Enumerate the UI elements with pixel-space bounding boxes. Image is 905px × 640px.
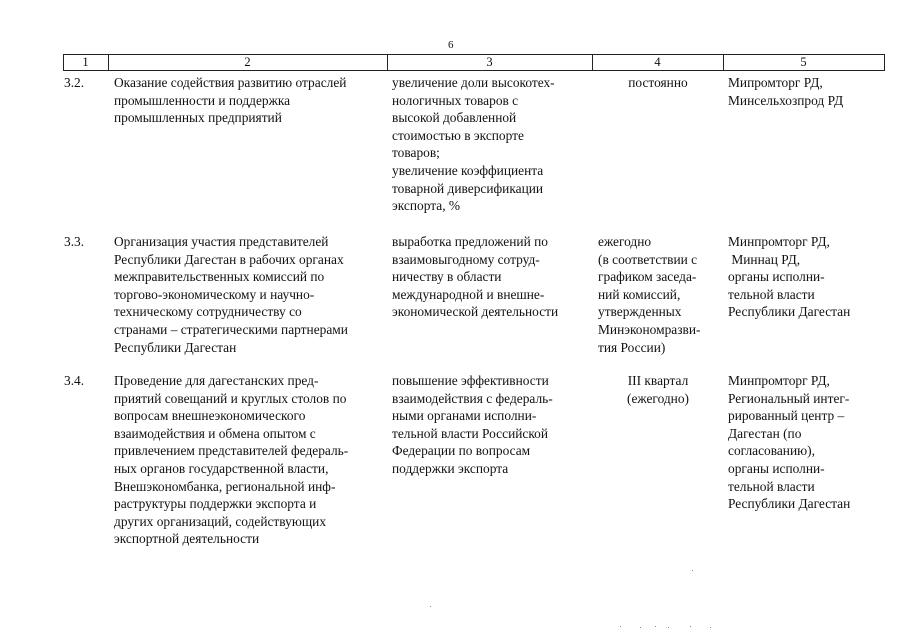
column-header-4: 4 [654, 55, 661, 69]
text-line: Внешэкономбанка, региональной инф- [114, 478, 336, 494]
text-line: рированный центр – [728, 408, 845, 424]
text-line: международной и внешне- [392, 286, 545, 302]
text-line: органы исполни- [728, 269, 825, 285]
text-line: тельной власти [728, 478, 815, 494]
deadline [598, 372, 718, 407]
text-line: взаимовыгодному сотруд- [392, 251, 540, 267]
text-line: органы исполни- [728, 460, 825, 476]
text-line: ных органов государственной власти, [114, 460, 329, 476]
text-line: промышленных предприятий [114, 110, 282, 126]
text-line: экспортной деятельности [114, 531, 260, 547]
text-line: Минсельхозпрод РД [728, 92, 844, 108]
text-line: постоянно [628, 75, 688, 90]
expected-result [392, 372, 586, 478]
text-line: стоимостью в экспорте [392, 127, 524, 143]
text-line: ными органами исполни- [392, 408, 537, 424]
scan-speck [655, 626, 656, 627]
scan-speck [690, 626, 691, 627]
text-line: раструктуры поддержки экспорта и [114, 496, 317, 512]
text-line: III квартал [627, 373, 689, 388]
text-line: увеличение коэффициента [392, 162, 544, 178]
text-line: высокой добавленной [392, 110, 517, 126]
deadline [598, 233, 718, 356]
row-number: 3.3. [64, 234, 85, 249]
text-line: увеличение доли высокотех- [392, 75, 555, 90]
text-line: (в соответствии с [598, 251, 698, 267]
text-line: Республики Дагестан в рабочих органах [114, 251, 344, 267]
expected-result [392, 74, 586, 215]
text-line: экономической деятельности [392, 304, 559, 320]
column-header-2: 2 [244, 55, 251, 69]
text-line: Региональный интег- [728, 390, 850, 406]
text-line: Федерации по вопросам [392, 443, 531, 459]
measure-description [114, 372, 383, 548]
responsible [728, 233, 878, 321]
text-line: странами – стратегическими партнерами [114, 321, 348, 337]
text-line: Проведение для дагестанских пред- [114, 373, 319, 388]
text-line: тельной власти Российской [392, 425, 549, 441]
text-line: графиком заседа- [598, 269, 697, 285]
scan-speck [710, 627, 711, 628]
text-line: взаимодействия с федераль- [392, 390, 553, 406]
text-line: экспорта, % [392, 198, 461, 214]
text-line: ничеству в области [392, 269, 502, 285]
scan-speck [668, 627, 669, 628]
column-header-3: 3 [486, 55, 493, 69]
column-divider [884, 54, 885, 70]
expected-result [392, 233, 586, 321]
text-line: Минпромторг РД, [728, 234, 830, 249]
text-line: торгово-экономическому и научно- [114, 286, 315, 302]
text-line: товарной диверсификации [392, 180, 544, 196]
text-line: приятий совещаний и круглых столов по [114, 390, 347, 406]
text-line: выработка предложений по [392, 234, 548, 249]
text-line: нологичных товаров с [392, 92, 519, 108]
text-line: повышение эффективности [392, 373, 549, 388]
text-line: Республики Дагестан [728, 496, 851, 512]
text-line: Республики Дагестан [114, 339, 237, 355]
column-header-1: 1 [82, 55, 89, 69]
text-line: Миннац РД, [728, 251, 801, 267]
text-line: Республики Дагестан [728, 304, 851, 320]
text-line: взаимодействия и обмена опытом с [114, 425, 316, 441]
row-number: 3.4. [64, 373, 85, 388]
text-line: Оказание содействия развитию отраслей [114, 75, 347, 90]
text-line: утвержденных [598, 304, 682, 320]
column-header-5: 5 [800, 55, 807, 69]
measure-description [114, 74, 383, 127]
scan-speck [640, 627, 641, 628]
text-line: Минэкономразви- [598, 321, 701, 337]
text-line: поддержки экспорта [392, 460, 509, 476]
text-line: вопросам внешнеэкономического [114, 408, 306, 424]
scan-speck [620, 626, 621, 627]
text-line: тельной власти [728, 286, 815, 302]
row-number: 3.2. [64, 75, 85, 90]
scan-speck [430, 606, 431, 607]
text-line: ний комиссий, [598, 286, 681, 302]
measure-description [114, 233, 383, 356]
text-line: привлечением представителей федераль- [114, 443, 349, 459]
responsible [728, 372, 878, 513]
responsible [728, 74, 878, 109]
page-number: 6 [448, 39, 454, 51]
text-line: товаров; [392, 145, 440, 161]
text-line: (ежегодно) [626, 390, 690, 406]
text-line: других организаций, содействующих [114, 513, 327, 529]
text-line: межправительственных комиссий по [114, 269, 325, 285]
text-line: Мипромторг РД, [728, 75, 823, 90]
text-line: промышленности и поддержка [114, 92, 291, 108]
text-line: Дагестан (по [728, 425, 802, 441]
header-bottom-border [63, 70, 885, 71]
text-line: тия России) [598, 339, 666, 355]
text-line: техническому сотрудничеству со [114, 304, 302, 320]
text-line: Организация участия представителей [114, 234, 329, 249]
text-line: Минпромторг РД, [728, 373, 830, 388]
scan-speck [692, 570, 693, 571]
deadline [598, 74, 718, 92]
text-line: согласованию), [728, 443, 815, 459]
text-line: ежегодно [598, 234, 652, 249]
